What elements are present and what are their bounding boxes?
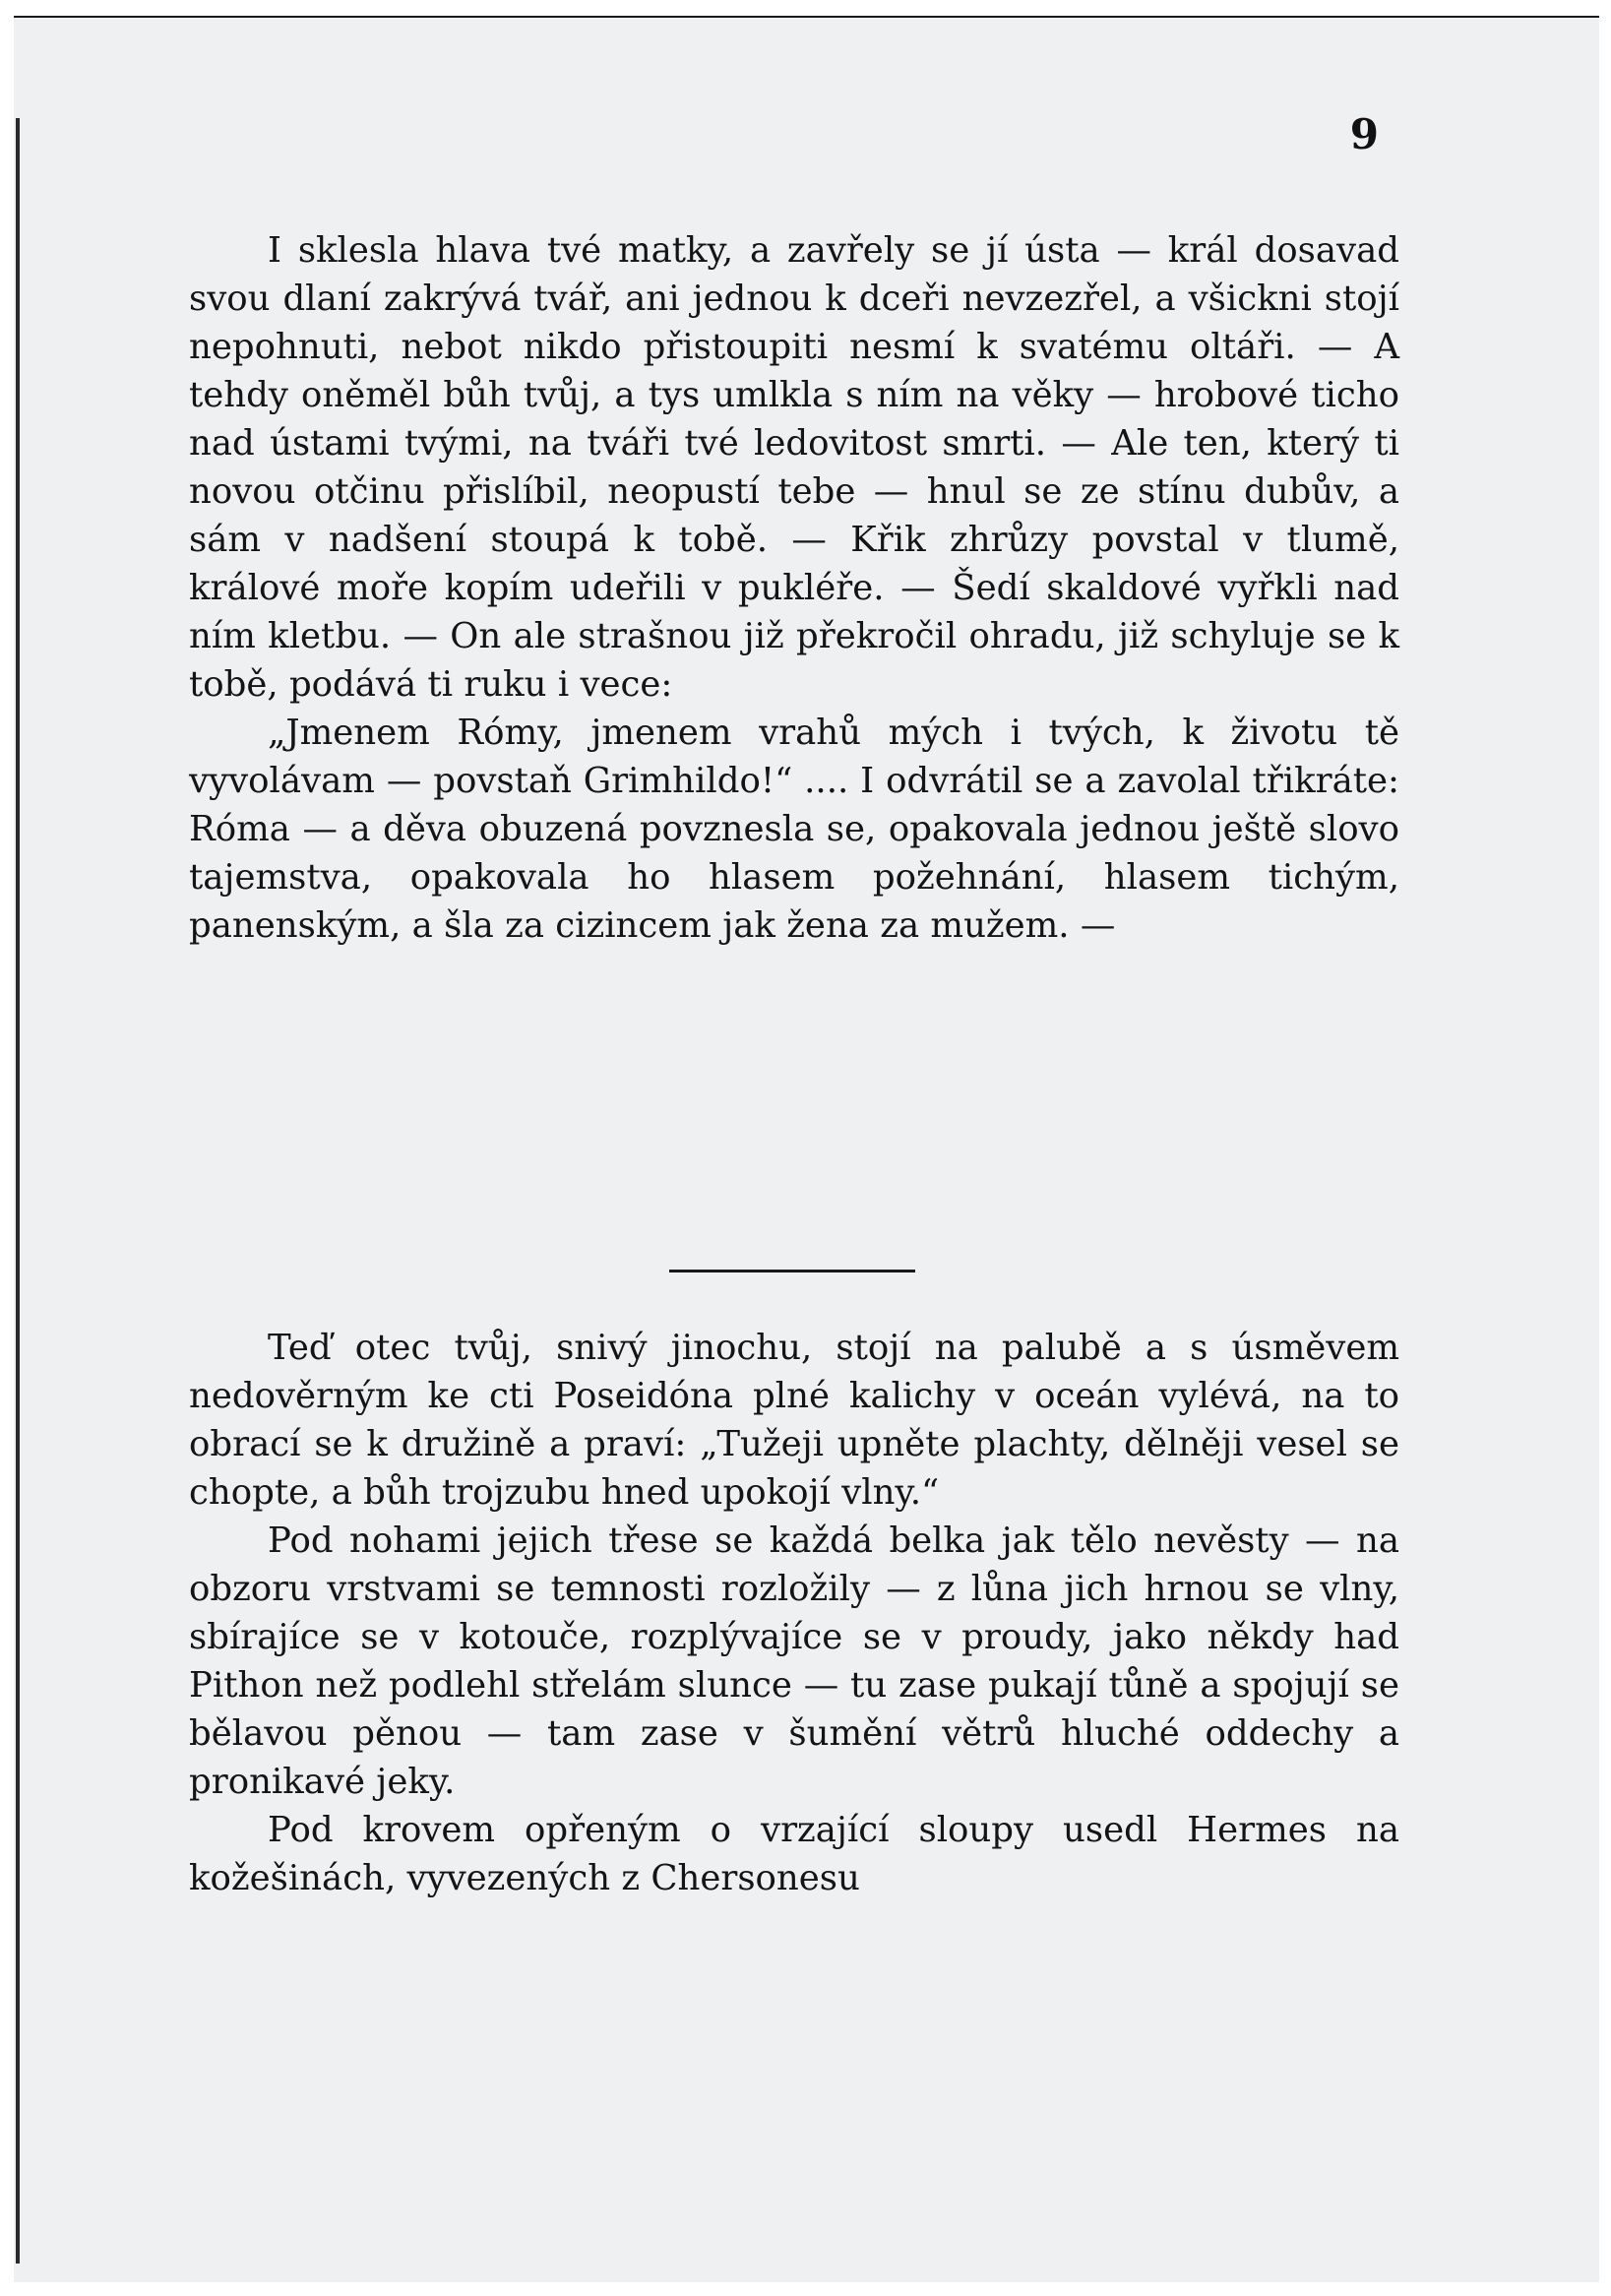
- paragraph: I sklesla hlava tvé matky, a zavřely se jí ústa — král dosavad svou dlaní zakrývá tvář, ani jednou k dceři nevzezřel, a všickni stojí nepohnuti, nebot nikdo přistoupiti nesmí k svatému oltáři. — A tehdy oněměl bůh tvůj, a tys umlkla s ním na věky — hrobové ticho nad ústami tvými, na tváři tvé ledovitost smrti. — Ale ten, který ti novou otčinu přislíbil, neopustí tebe — hnul se ze stínu dubův, a sám v nadšení stoupá k tobě. — Křik zhrůzy povstal v tlumě, králové moře kopím udeřili v pukléře. — Šedí skaldové vyřkli nad ním kletbu. — On ale strašnou již překročil ohradu, již schyluje se k tobě, podává ti ruku i vece:: [189, 230, 1399, 705]
- scan-top-border: [0, 0, 1611, 18]
- page-number: 9: [1349, 110, 1379, 158]
- paragraph: Teď otec tvůj, snivý jinochu, stojí na palubě a s úsměvem nedověrným ke cti Poseidóna plné kalichy v oceán vylévá, na to obrací se k družině a praví: „Tužeji upněte plachty, dělněji vesel se chopte, a bůh trojzubu hned upokojí vlny.“: [189, 1328, 1399, 1513]
- section-1-text: [189, 226, 1399, 950]
- binding-edge-line: [16, 118, 20, 2264]
- paragraph: „Jmenem Rómy, jmenem vrahů mých i tvých, k životu tě vyvolávam — povstaň Grimhildo!“ .... I odvrátil se a zavolal třikráte: Róma — a děva obuzená povznesla se, opakovala jednou ještě slovo tajemstva, opakovala ho hlasem požehnání, hlasem tichým, panenským, a šla za cizincem jak žena za mužem. —: [189, 713, 1399, 946]
- scan-right-margin: [1599, 0, 1611, 2296]
- paragraph: Pod nohami jejich třese se každá belka jak tělo nevěsty — na obzoru vrstvami se temnosti rozložily — z lůna jich hrnou se vlny, sbírajíce se v kotouče, rozplývajíce se v proudy, jako někdy had Pithon než podlehl střelám slunce — tu zase pukají tůně a spojují se bělavou pěnou — tam zase v šumění větrů hluché oddechy a pronikavé jeky.: [189, 1520, 1399, 1802]
- section-2-text: [189, 1324, 1399, 1902]
- section-divider: [669, 1270, 915, 1272]
- paragraph: Pod krovem opřeným o vrzající sloupy usedl Hermes na kožešinách, vyvezených z Chersonesu: [189, 1810, 1399, 1898]
- scan-bottom-margin: [0, 2282, 1611, 2296]
- scan-left-margin: [0, 0, 14, 2296]
